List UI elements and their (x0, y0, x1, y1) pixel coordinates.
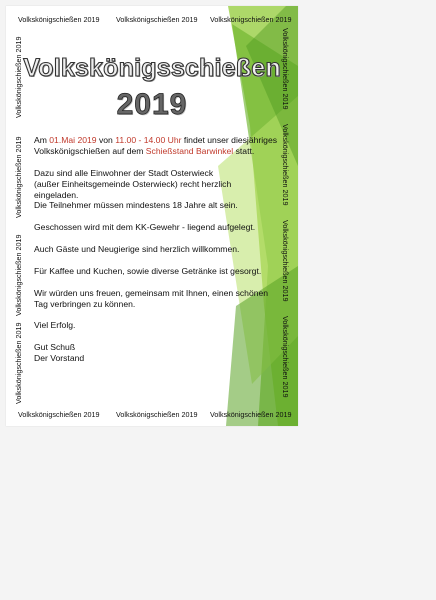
event-year: 2019 (116, 88, 188, 121)
invite-line-2: (außer Einheitsgemeinde Osterwieck) recht herzlich (34, 178, 232, 189)
intro-text-4: statt. (233, 145, 255, 156)
together-paragraph: Wir würden uns freuen, gemeinsam mit Ihnen, einen schönen Tag verbringen zu können. (34, 287, 269, 309)
border-label-top-2: Volkskönigschießen 2019 (116, 15, 198, 24)
border-label-left-4: Volkskönigschießen 2019 (14, 322, 23, 404)
wish-paragraph: Viel Erfolg. (34, 320, 76, 331)
border-label-bottom-2: Volkskönigschießen 2019 (116, 410, 198, 419)
border-label-top-3: Volkskönigschießen 2019 (210, 15, 292, 24)
border-label-top-1: Volkskönigschießen 2019 (18, 15, 100, 24)
invite-paragraph (34, 168, 284, 212)
closing-paragraph (34, 342, 284, 364)
weapon-paragraph: Geschossen wird mit dem KK-Gewehr - liegend aufgelegt. (34, 222, 256, 233)
border-label-right-3: Volkskönigschießen 2019 (281, 220, 290, 302)
invite-line-1: Dazu sind alle Einwohner der Stadt Osterwieck (34, 167, 214, 178)
closing-line-1: Gut Schuß (34, 342, 76, 353)
event-date: 01.Mai 2019 (49, 135, 97, 145)
border-label-bottom-3: Volkskönigschießen 2019 (210, 410, 292, 419)
page-title: Volkskönigsschießen (23, 54, 281, 82)
border-label-right-1: Volkskönigschießen 2019 (281, 28, 290, 110)
border-label-right-2: Volkskönigschießen 2019 (281, 124, 290, 206)
closing-line-2: Der Vorstand (34, 353, 85, 364)
intro-paragraph (34, 135, 284, 157)
border-label-right-4: Volkskönigschießen 2019 (281, 316, 290, 398)
intro-text-1: Am (34, 135, 50, 145)
intro-text-3: findet unser diesjähriges Volkskönigschießen auf dem (34, 135, 278, 156)
coffee-paragraph: Für Kaffee und Kuchen, sowie diverse Getränke ist gesorgt. (34, 265, 262, 276)
flyer-sheet (6, 6, 298, 426)
event-time: 11.00 - 14.00 Uhr (115, 135, 182, 145)
event-venue: Schießstand Barwinkel (145, 145, 234, 156)
border-label-bottom-1: Volkskönigschießen 2019 (18, 410, 100, 419)
invitation-text (34, 135, 284, 375)
border-label-left-1: Volkskönigschießen 2019 (14, 36, 23, 118)
invite-line-3: eingeladen. (34, 189, 79, 200)
invite-line-4: Die Teilnehmer müssen mindestens 18 Jahre alt sein. (34, 200, 238, 211)
guests-paragraph: Auch Gäste und Neugierige sind herzlich willkommen. (34, 244, 240, 255)
border-label-left-2: Volkskönigschießen 2019 (14, 136, 23, 218)
border-label-left-3: Volkskönigschießen 2019 (14, 234, 23, 316)
intro-text-2: von (96, 135, 116, 145)
